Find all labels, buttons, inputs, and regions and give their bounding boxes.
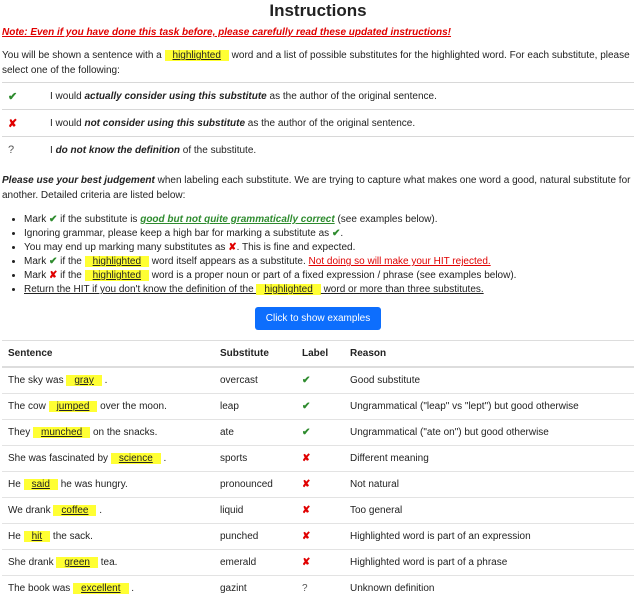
highlighted-word: munched [33,427,90,438]
page-title: Instructions [2,0,634,21]
table-row [2,550,634,576]
label-icon: ✘ [296,446,344,472]
criteria-item: • Return the HIT if you don't know the definition of the highlighted word or more than three substitutes. [24,283,634,297]
reason-cell: Not natural [344,472,634,498]
criteria-item: • Mark ✔ if the highlighted word itself appears as a substitute. Not doing so will make your HIT rejected. [24,255,634,269]
substitute-cell: leap [214,394,296,420]
label-icon: ✘ [296,524,344,550]
check-icon: ✔ [2,90,50,103]
sentence-cell: He hit the sack. [2,524,214,550]
highlighted-word: gray [66,375,101,386]
option-consider: ✔ I would actually consider using this substitute as the author of the original sentence. [2,82,634,109]
label-icon: ✔ [296,394,344,420]
cross-icon: ✘ [49,270,57,281]
substitute-cell: emerald [214,550,296,576]
show-examples-button[interactable]: Click to show examples [255,307,381,330]
table-header: Sentence Substitute Label Reason [2,341,634,368]
sentence-cell: She drank green tea. [2,550,214,576]
option-unknown: ? I do not know the definition of the substitute. [2,136,634,163]
question-icon: ? [2,144,50,156]
substitute-cell: liquid [214,498,296,524]
table-row [2,420,634,446]
sentence-cell: He said he was hungry. [2,472,214,498]
criteria-item: • You may end up marking many substitutes as ✘. This is fine and expected. [24,241,634,255]
substitute-cell: punched [214,524,296,550]
label-options [2,82,634,163]
option-not-consider: ✘ I would not consider using this substitute as the author of the original sentence. [2,109,634,136]
examples-table [2,340,634,601]
label-icon: ✔ [296,367,344,394]
judgement-paragraph: Please use your best judgement when labeling each substitute. We are trying to capture what makes one word a good, natural substitute for another. Detailed criteria are listed below: [2,173,634,203]
sentence-cell: We drank coffee . [2,498,214,524]
label-icon: ✘ [296,472,344,498]
cross-icon: ✘ [2,117,50,130]
highlighted-word: science [111,453,161,464]
reason-cell: Good substitute [344,367,634,394]
label-icon: ? [296,576,344,601]
cross-icon: ✘ [228,242,236,253]
table-row [2,498,634,524]
reason-cell: Highlighted word is part of a phrase [344,550,634,576]
label-icon: ✘ [296,550,344,576]
criteria-list [2,213,634,297]
reason-cell: Too general [344,498,634,524]
reason-cell: Highlighted word is part of an expression [344,524,634,550]
sentence-cell: The cow jumped over the moon. [2,394,214,420]
substitute-cell: gazint [214,576,296,601]
check-icon: ✔ [49,214,57,225]
table-row [2,394,634,420]
sentence-cell: The book was excellent . [2,576,214,601]
intro-paragraph: You will be shown a sentence with a highlighted word and a list of possible substitutes for the highlighted word. For each substitute, please select one of the following: [2,48,634,78]
check-icon: ✔ [332,228,340,239]
label-icon: ✘ [296,498,344,524]
update-note: Note: Even if you have done this task before, please carefully read these updated instructions! [2,26,634,40]
reason-cell: Ungrammatical ("leap" vs "lept") but good otherwise [344,394,634,420]
reason-cell: Unknown definition [344,576,634,601]
table-row [2,367,634,394]
highlighted-word: jumped [49,401,98,412]
criteria-item: • Ignoring grammar, please keep a high bar for marking a substitute as ✔. [24,227,634,241]
sentence-cell: The sky was gray . [2,367,214,394]
table-row [2,524,634,550]
table-row [2,446,634,472]
substitute-cell: sports [214,446,296,472]
reason-cell: Different meaning [344,446,634,472]
label-icon: ✔ [296,420,344,446]
substitute-cell: overcast [214,367,296,394]
highlighted-word: green [56,557,98,568]
criteria-item: • Mark ✔ if the substitute is good but not quite grammatically correct (see examples below). [24,213,634,227]
check-icon: ✔ [49,256,57,267]
highlighted-word: coffee [53,505,96,516]
table-row [2,472,634,498]
sentence-cell: She was fascinated by science . [2,446,214,472]
substitute-cell: pronounced [214,472,296,498]
highlighted-word: hit [24,531,51,542]
criteria-item: • Mark ✘ if the highlighted word is a proper noun or part of a fixed expression / phrase (see examples below). [24,269,634,283]
substitute-cell: ate [214,420,296,446]
sentence-cell: They munched on the snacks. [2,420,214,446]
reason-cell: Ungrammatical ("ate on") but good otherwise [344,420,634,446]
highlight-sample: highlighted [165,50,229,61]
table-row [2,576,634,601]
highlighted-word: excellent [73,583,128,594]
highlighted-word: said [24,479,58,490]
